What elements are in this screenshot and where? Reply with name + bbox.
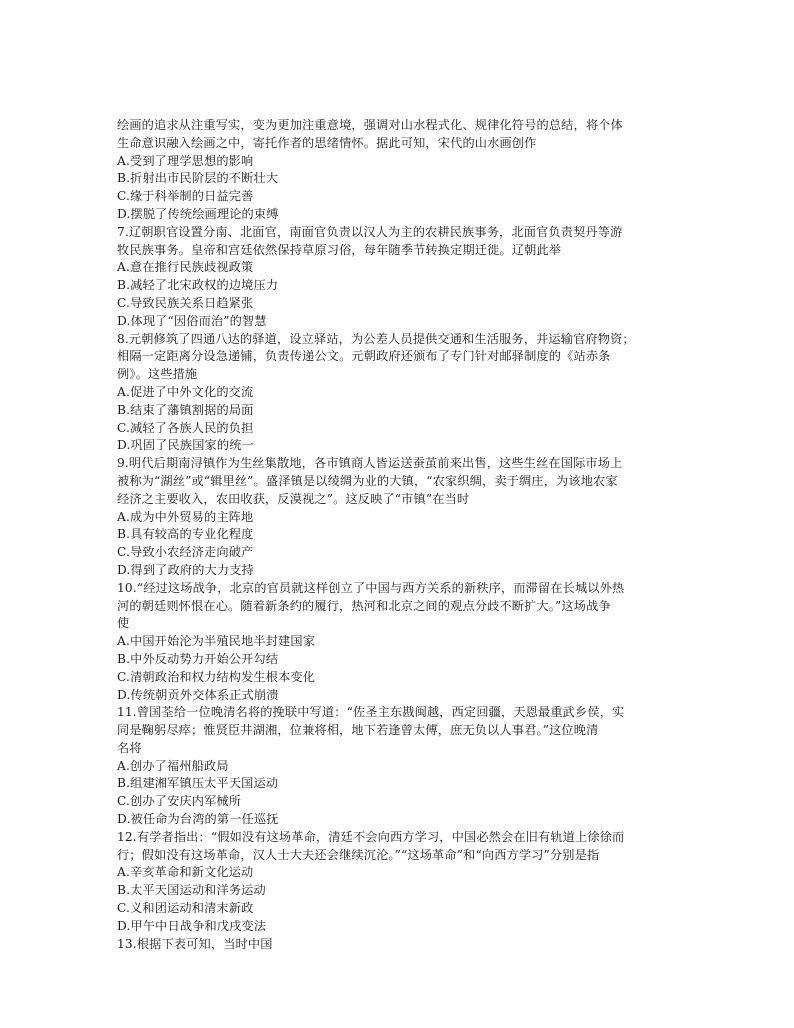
option-b: B.太平天国运动和洋务运动	[117, 883, 266, 898]
option-a: A.意在推行民族歧视政策	[117, 260, 254, 275]
option-a: A.中国开始沦为半殖民地半封建国家	[117, 634, 316, 649]
option-b: B.组建湘军镇压太平天国运动	[117, 776, 279, 791]
question-9	[117, 455, 689, 580]
option-d: D.传统朝贡外交体系正式崩溃	[117, 687, 279, 702]
stem-line: 8.元朝修筑了四通八达的驿道，设立驿站，为公差人员提供交通和生活服务，并运输官府物资；	[117, 331, 635, 346]
option-b: B.结束了藩镇割据的局面	[117, 402, 254, 417]
stem-line: 名将	[117, 740, 142, 755]
option-a: A.创办了福州船政局	[117, 758, 229, 773]
question-13	[117, 936, 689, 954]
option-b: B.具有较高的专业化程度	[117, 527, 254, 542]
question-6-continuation	[117, 117, 689, 224]
option-c: C.创办了安庆内军械所	[117, 794, 242, 809]
option-d: D.体现了“因俗而治”的智慧	[117, 313, 267, 328]
option-b: B.减轻了北宋政权的边境压力	[117, 278, 279, 293]
option-d: D.巩固了民族国家的统一	[117, 438, 254, 453]
option-d: D.甲午中日战争和戊戌变法	[117, 918, 267, 933]
question-12	[117, 829, 689, 936]
stem-line: 12.有学者指出：“假如没有这场革命，清廷不会向西方学习，中国必然会在旧有轨道上徐徐而	[117, 829, 625, 844]
question-8	[117, 331, 689, 456]
option-c: C.清朝政治和权力结构发生根本变化	[117, 669, 316, 684]
option-a: A.辛亥革命和新文化运动	[117, 865, 254, 880]
option-d: D.被任命为台湾的第一任巡抚	[117, 812, 279, 827]
option-b: B.中外反动势力开始公开勾结	[117, 651, 279, 666]
document-page	[117, 117, 689, 953]
stem-line: 9.明代后期南浔镇作为生丝集散地，各市镇商人皆运送蚕茧前来出售，这些生丝在国际市场上	[117, 456, 623, 471]
stem-line: 河的朝廷则怀恨在心。随着新条约的履行，热河和北京之间的观点分歧不断扩大。”这场战争	[117, 598, 611, 613]
stem-line: 被称为“湖丝”或“辑里丝”。盛泽镇是以绫绸为业的大镇，“农家织绸，卖于绸庄，为该地农家	[117, 473, 618, 488]
stem-line: 绘画的追求从注重写实，变为更加注重意境，强调对山水程式化、规律化符号的总结，将个体	[117, 118, 623, 132]
question-10	[117, 580, 689, 705]
option-c: C.减轻了各族人民的负担	[117, 420, 254, 435]
option-a: A.成为中外贸易的主阵地	[117, 509, 254, 524]
stem-line: 生命意识融入绘画之中，寄托作者的思绪情怀。据此可知，宋代的山水画创作	[117, 135, 537, 150]
option-c: C.导致民族关系日趋紧张	[117, 295, 254, 310]
stem-line: 相隔一定距离分设急递铺，负责传递公文。元朝政府还颁布了专门针对邮驿制度的《站赤条	[117, 349, 611, 364]
question-7	[117, 224, 689, 331]
stem-line: 经济之主要收入，农田收获，反漠视之”。这反映了“市镇”在当时	[117, 491, 470, 506]
option-a: A.受到了理学思想的影响	[117, 153, 254, 168]
option-a: A.促进了中外文化的交流	[117, 384, 254, 399]
option-b: B.折射出市民阶层的不断壮大	[117, 171, 279, 186]
stem-line: 10.“经过这场战争，北京的官员就这样创立了中国与西方关系的新秩序，而滞留在长城以外热	[117, 580, 625, 595]
stem-line: 11.曾国荃给一位晚清名将的挽联中写道：“佐圣主东戡闽越，西定回疆，天恩最重武乡侯，实	[117, 705, 625, 720]
question-11	[117, 704, 689, 829]
stem-line: 13.根据下表可知，当时中国	[117, 936, 273, 951]
stem-line: 牧民族事务。皇帝和宫廷依然保持草原习俗，每年随季节转换定期迁徙。辽朝此举	[117, 242, 562, 257]
stem-line: 行；假如没有这场革命，汉人士大夫还会继续沉沦。”“这场革命”和“向西方学习”分别是指	[117, 847, 600, 862]
option-c: C.缘于科举制的日益完善	[117, 189, 254, 204]
option-d: D.得到了政府的大力支持	[117, 562, 254, 577]
option-c: C.义和团运动和清末新政	[117, 901, 254, 916]
stem-line: 例》。这些措施	[117, 367, 198, 382]
option-c: C.导致小农经济走向破产	[117, 545, 254, 560]
stem-line: 同是鞠躬尽瘁；惟贤臣井湖湘，位兼将相，地下若逢曾太傅，庶无负以人事君。”这位晚清	[117, 723, 599, 738]
option-d: D.摆脱了传统绘画理论的束缚	[117, 206, 279, 221]
stem-line: 7.辽朝职官设置分南、北面官，南面官负责以汉人为主的农耕民族事务，北面官负责契丹等游	[117, 224, 623, 239]
stem-line: 使	[117, 616, 130, 631]
